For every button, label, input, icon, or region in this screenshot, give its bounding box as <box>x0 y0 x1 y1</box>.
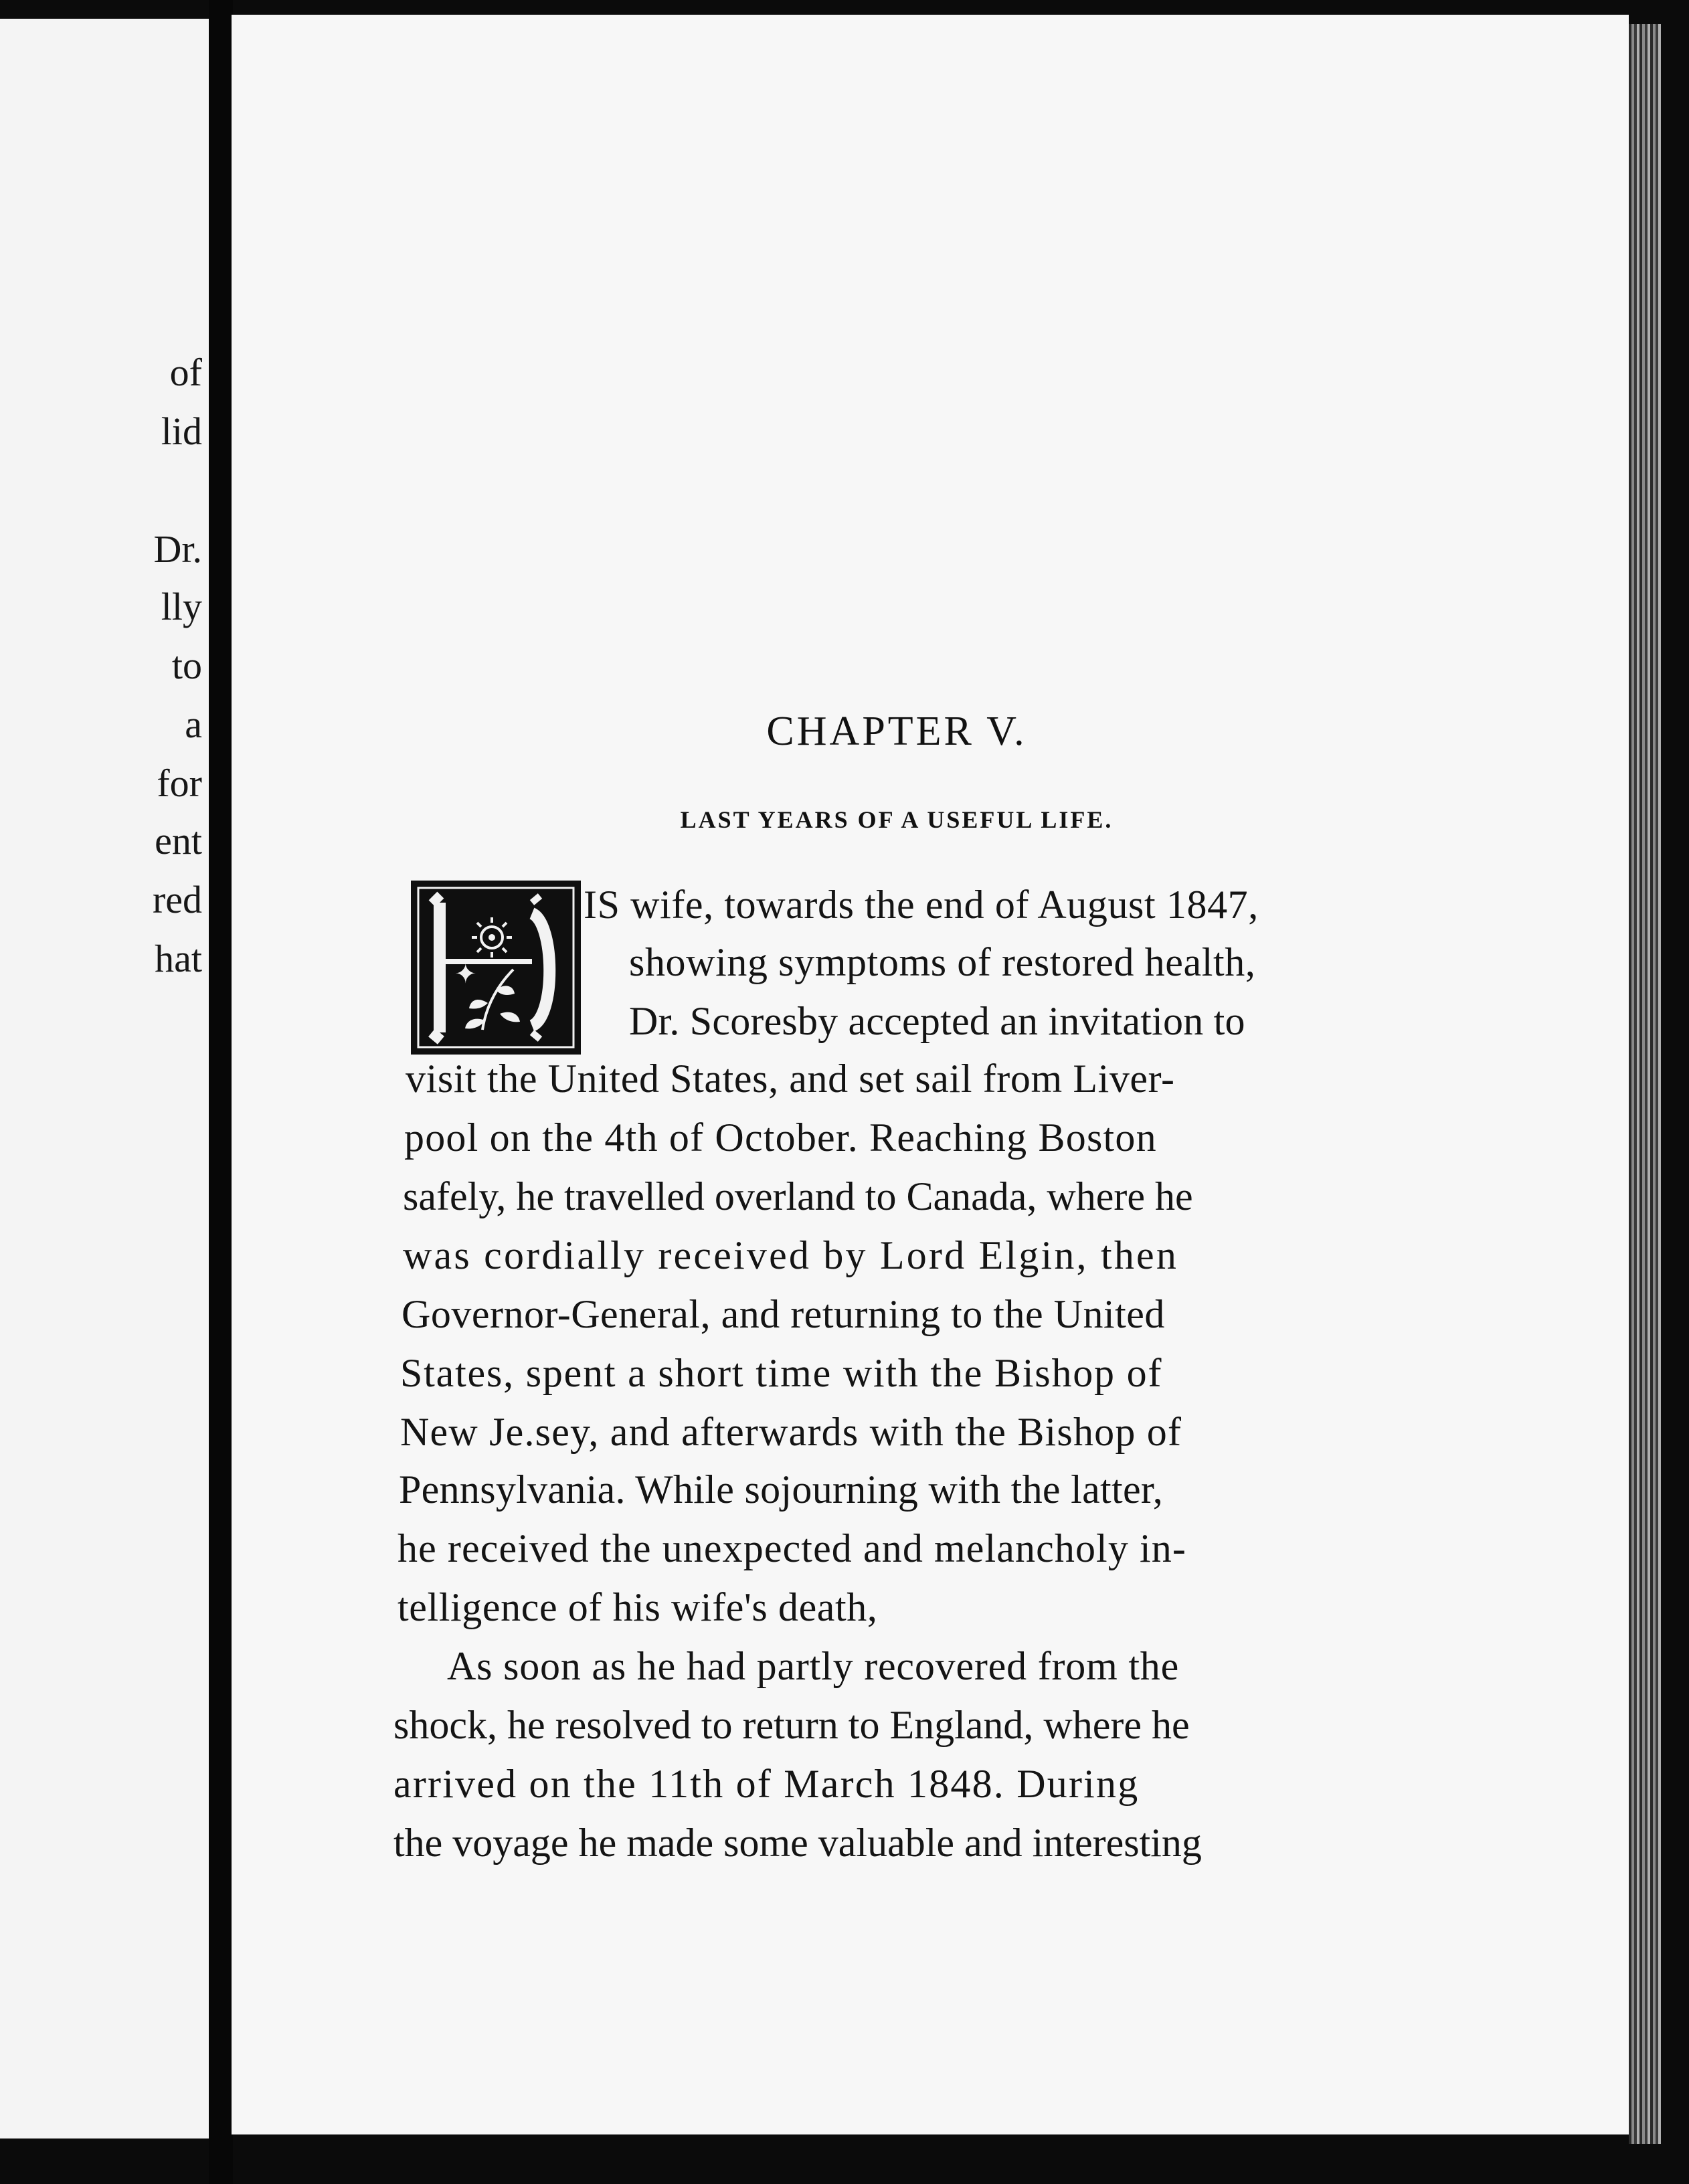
paragraph-line: Dr. Scoresby accepted an invitation to <box>629 999 1245 1043</box>
facing-page <box>0 19 209 2138</box>
paragraph-line: was cordially received by Lord Elgin, then <box>403 1233 1179 1277</box>
paragraph-line: he received the unexpected and melancholy in- <box>397 1526 1186 1570</box>
paragraph-line: As soon as he had partly recovered from the <box>447 1644 1180 1688</box>
facing-page-line: Dr. <box>153 527 202 571</box>
paragraph-line: New Je.sey, and afterwards with the Bishop of <box>400 1410 1182 1454</box>
paragraph-line: Governor-General, and returning to the United <box>402 1292 1165 1336</box>
chapter-title: CHAPTER V. <box>766 709 1027 754</box>
paragraph-line: States, spent a short time with the Bishop of <box>400 1351 1163 1395</box>
ornamental-initial <box>411 881 581 1055</box>
paragraph-line: the voyage he made some valuable and interesting <box>393 1821 1202 1865</box>
facing-page-line: of <box>169 351 202 394</box>
paragraph-line: IS wife, towards the end of August 1847, <box>584 883 1259 927</box>
paragraph-line: pool on the 4th of October. Reaching Boston <box>404 1115 1157 1160</box>
paragraph-line: arrived on the 11th of March 1848. During <box>393 1762 1140 1806</box>
facing-page-line: ent <box>155 819 202 862</box>
paragraph-line: safely, he travelled overland to Canada, where he <box>403 1174 1193 1218</box>
book-gutter <box>209 0 233 2184</box>
facing-page-line: for <box>157 761 202 805</box>
facing-page-line: to <box>171 644 202 687</box>
facing-page-line: lly <box>161 585 202 628</box>
chapter-subtitle: LAST YEARS OF A USEFUL LIFE. <box>680 806 1114 833</box>
svg-text:✦: ✦ <box>454 959 477 989</box>
paragraph-line: showing symptoms of restored health, <box>629 940 1256 984</box>
facing-page-line: hat <box>155 937 202 980</box>
facing-page-line: a <box>185 703 202 746</box>
paragraph-line: Pennsylvania. While sojourning with the latter, <box>399 1467 1164 1512</box>
paragraph-line: telligence of his wife's death, <box>397 1585 878 1629</box>
facing-page-line: red <box>152 878 202 921</box>
paragraph-line: visit the United States, and set sail from Liver- <box>406 1057 1175 1101</box>
facing-page-line: lid <box>161 410 202 453</box>
paragraph-line: shock, he resolved to return to England, where he <box>393 1703 1190 1747</box>
page-edges <box>1629 24 1661 2144</box>
